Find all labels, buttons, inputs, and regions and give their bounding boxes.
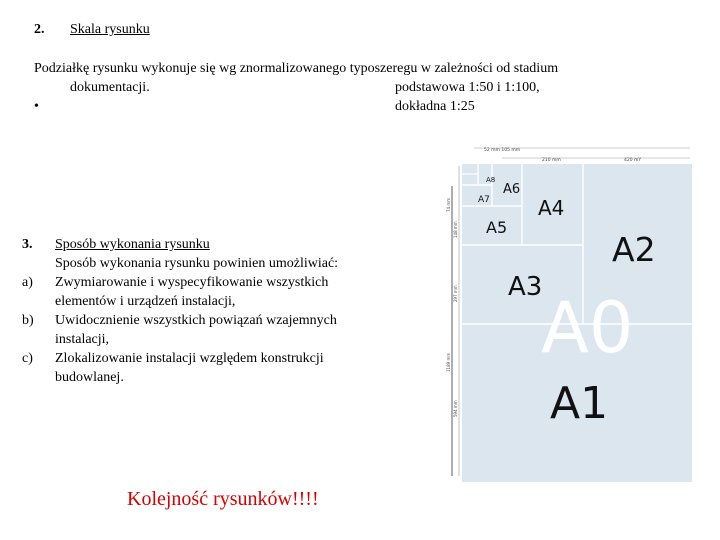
paper-sizes-diagram (446, 142, 692, 482)
list-item-b-marker: b) (22, 313, 34, 328)
paper-sizes-svg (446, 142, 692, 482)
section-2-intro-line-2: dokumentacji. (70, 80, 150, 95)
top-dim-label-2: 210 mm (542, 158, 561, 163)
side-dim-label-3: 297 mm (453, 285, 458, 302)
label-a4: A4 (538, 196, 565, 220)
label-a6: A6 (503, 182, 521, 197)
scale-basic: podstawowa 1:50 i 1:100, (395, 80, 540, 95)
scale-detailed: dokładna 1:25 (395, 99, 475, 114)
label-a5: A5 (486, 218, 508, 237)
section-2-intro-line-1: Podziałkę rysunku wykonuje się wg znormalizowanego typoszeregu w zależności od stadium (34, 61, 559, 76)
label-a3: A3 (508, 272, 543, 302)
top-dim-label-3: 420 mY (624, 158, 642, 163)
label-a0: A0 (541, 287, 634, 369)
side-dim-label-4: 594 mm (453, 400, 458, 417)
label-a1: A1 (550, 378, 609, 429)
list-item-c-marker: c) (22, 351, 33, 366)
side-dim-label-1: 74 mm (446, 197, 451, 212)
list-item-c-line-1: Zlokalizowanie instalacji względem konstrukcji (55, 351, 324, 366)
label-a2: A2 (612, 230, 656, 269)
bullet: • (34, 99, 39, 114)
section-3-number: 3. (22, 237, 33, 252)
section-3-lead: Sposób wykonania rysunku powinien umożliwiać: (55, 256, 339, 271)
list-item-b-line-2: instalacji, (55, 332, 110, 347)
side-dim-label-2: 148 mm (453, 221, 458, 238)
list-item-c-line-2: budowlanej. (55, 370, 124, 385)
section-2-number: 2. (34, 22, 45, 37)
footer-note: Kolejność rysunków!!!! (127, 488, 319, 510)
top-dim-label-1: 52 mm 105 mm (484, 148, 521, 153)
list-item-a-line-2: elementów i urządzeń instalacji, (55, 294, 236, 309)
section-2-title: Skala rysunku (70, 22, 150, 37)
section-3-title: Sposób wykonania rysunku (55, 237, 210, 252)
list-item-a-marker: a) (22, 275, 33, 290)
list-item-a-line-1: Zwymiarowanie i wyspecyfikowanie wszystkich (55, 275, 329, 290)
label-a7: A7 (478, 195, 490, 205)
label-a8: A8 (486, 176, 496, 184)
list-item-b-line-1: Uwidocznienie wszystkich powiązań wzajemnych (55, 313, 337, 328)
side-dim-label-5: 1189 mm (446, 352, 451, 372)
